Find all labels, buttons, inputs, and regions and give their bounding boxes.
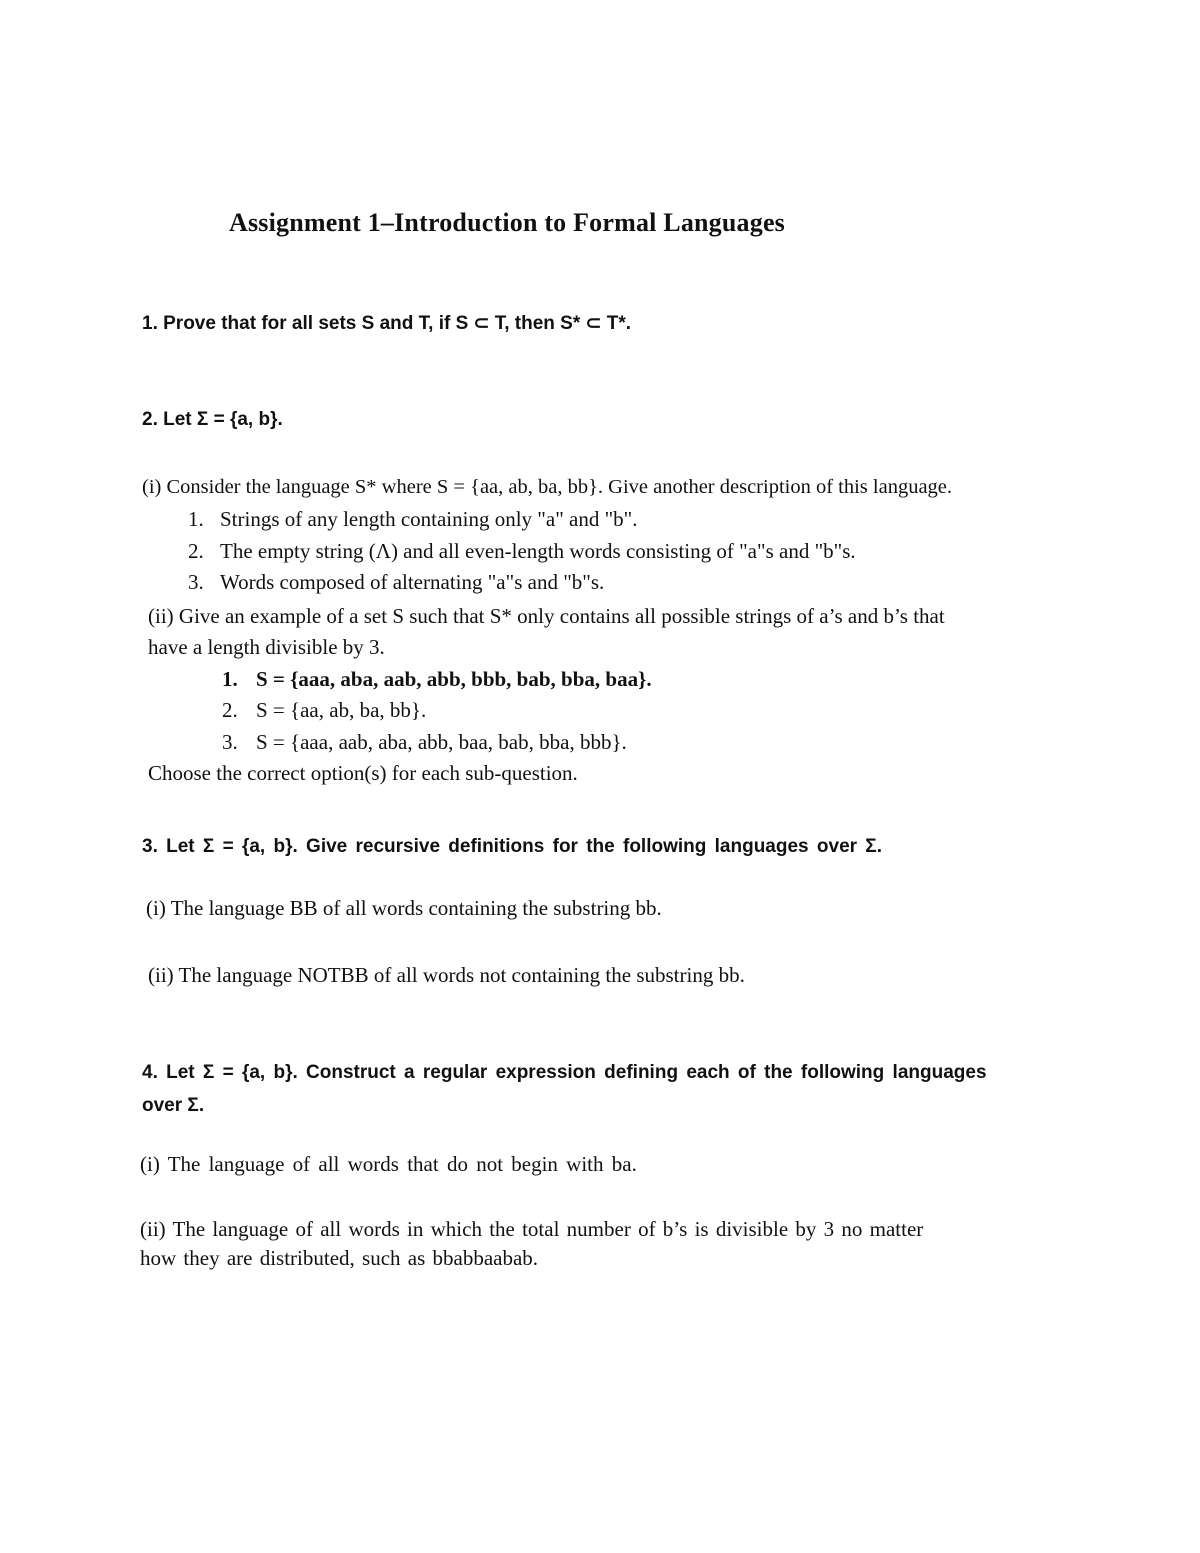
- question-4-heading-line-1: 4. Let Σ = {a, b}. Construct a regular expression defining each of the following languages: [142, 1062, 987, 1083]
- question-3-heading: 3. Let Σ = {a, b}. Give recursive definitions for the following languages over Σ.: [142, 836, 882, 857]
- option-number: 3.: [188, 570, 204, 594]
- question-2-part-ii-prompt-line-1: (ii) Give an example of a set S such that S* only contains all possible strings of a’s and b’s that: [148, 604, 945, 628]
- option-text: The empty string (Λ) and all even-length words consisting of "a"s and "b"s.: [220, 539, 856, 563]
- question-2-heading: 2. Let Σ = {a, b}.: [142, 409, 283, 430]
- question-3-part-ii: (ii) The language NOTBB of all words not containing the substring bb.: [148, 963, 745, 987]
- question-4-part-i: (i) The language of all words that do not begin with ba.: [140, 1152, 637, 1176]
- option-number: 1.: [188, 507, 204, 531]
- question-2-instruction: Choose the correct option(s) for each sub-question.: [148, 761, 578, 785]
- option-text: S = {aa, ab, ba, bb}.: [256, 698, 427, 722]
- option-text: Strings of any length containing only "a" and "b".: [220, 507, 638, 531]
- option-number: 2.: [222, 698, 238, 722]
- option-number: 1.: [222, 667, 238, 691]
- question-3-part-i: (i) The language BB of all words containing the substring bb.: [146, 896, 662, 920]
- question-4-heading-line-2: over Σ.: [142, 1095, 205, 1116]
- option-text: S = {aaa, aab, aba, abb, baa, bab, bba, bbb}.: [256, 730, 627, 754]
- question-4-part-ii-line-1: (ii) The language of all words in which the total number of b’s is divisible by 3 no matter: [140, 1217, 924, 1241]
- document-title: Assignment 1–Introduction to Formal Languages: [229, 208, 786, 237]
- option-text: S = {aaa, aba, aab, abb, bbb, bab, bba, baa}.: [256, 667, 652, 691]
- option-number: 3.: [222, 730, 238, 754]
- option-number: 2.: [188, 539, 204, 563]
- question-2-part-ii-prompt-line-2: have a length divisible by 3.: [148, 635, 385, 659]
- question-2-part-i-prompt: (i) Consider the language S* where S = {aa, ab, ba, bb}. Give another description of this language.: [142, 476, 953, 498]
- question-1-heading: 1. Prove that for all sets S and T, if S ⊂ T, then S* ⊂ T*.: [142, 313, 631, 334]
- question-4-part-ii-line-2: how they are distributed, such as bbabbaabab.: [140, 1246, 539, 1270]
- option-text: Words composed of alternating "a"s and "b"s.: [220, 570, 605, 594]
